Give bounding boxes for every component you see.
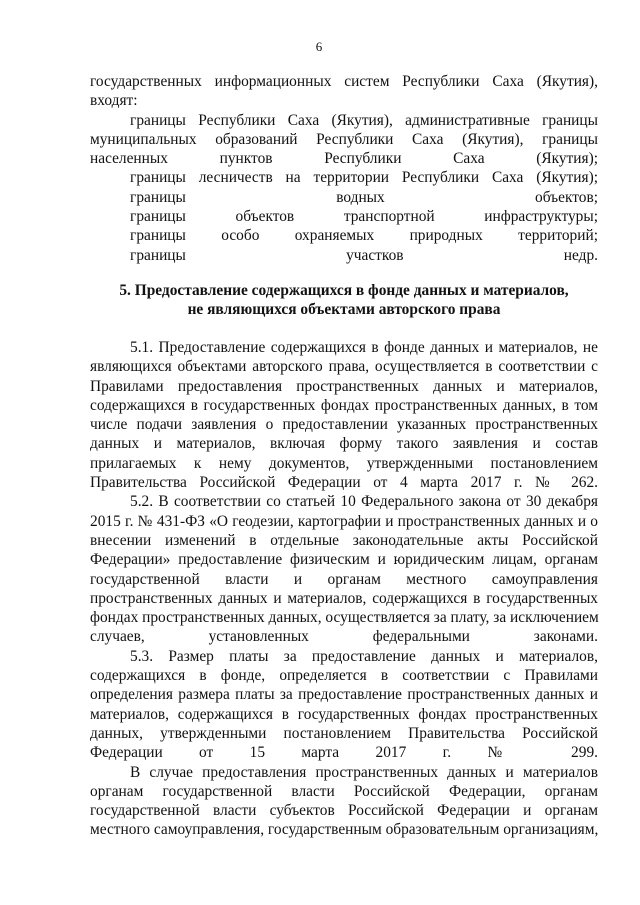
text-line: Федерации» предоставление физическим и юридическим лицам, органам: [90, 551, 598, 569]
list-item: [90, 188, 598, 207]
text-line: определения размера платы за предоставление пространственных данных и: [90, 686, 598, 704]
list-item: [90, 168, 598, 187]
text-line: Правилами предоставления пространственных данных и материалов,: [90, 377, 598, 395]
intro-paragraph: [90, 72, 598, 111]
text-line: содержащихся в фонде, определяется в соответствии с Правилами: [90, 667, 598, 685]
text-line: числе подачи заявления о предоставлении указанных пространственных: [90, 416, 598, 434]
text-line: населенных пунктов Республики Саха (Якутия);: [90, 150, 598, 168]
text-line: пространственных данных и материалов, содержащихся в государственных: [90, 589, 598, 607]
list-item: [90, 207, 598, 226]
paragraph-5-1: [90, 338, 598, 492]
list-item: [90, 246, 598, 265]
list-item: [90, 226, 598, 245]
text-line: внесении изменений в отдельные законодательные акты Российской: [90, 531, 598, 549]
list-item: [90, 111, 598, 169]
text-line: местного самоуправления, государственным образовательным организациям,: [90, 821, 599, 839]
text-line: органам государственной власти Российской Федерации, органам: [90, 782, 598, 800]
section-heading-line: 5. Предоставление содержащихся в фонде данных и материалов,: [119, 281, 569, 299]
text-line: государственной власти и органам местного самоуправления: [90, 570, 598, 588]
text-line: материалов, содержащихся в государственных фондах пространственных: [90, 705, 598, 723]
paragraph-payment-exceptions: [90, 763, 598, 840]
page-number: 6: [315, 39, 323, 54]
text-line: 5.1. Предоставление содержащихся в фонде данных и материалов, не: [130, 338, 598, 356]
text-line: Федерации от 15 марта 2017 г. № 299.: [90, 744, 598, 762]
text-line: границы участков недр.: [130, 246, 598, 264]
text-line: границы объектов транспортной инфраструктуры;: [130, 208, 598, 226]
section-heading-line: не являющихся объектами авторского права: [187, 300, 501, 318]
text-line: данных, утвержденными постановлением Правительства Российской: [90, 724, 598, 742]
text-line: 2015 г. № 431-ФЗ «О геодезии, картографии и пространственных данных и о: [90, 512, 598, 530]
paragraph-5-3: [90, 647, 598, 763]
text-line: содержащихся в государственных фондах пространственных данных, в том: [90, 396, 598, 414]
text-line: границы лесничеств на территории Республики Саха (Якутия);: [130, 169, 598, 187]
text-line: прилагаемых к нему документов, утвержденными постановлением: [90, 454, 598, 472]
text-line: Правительства Российской Федерации от 4 марта 2017 г. № 262.: [90, 474, 598, 492]
text-line: муниципальных образований Республики Саха (Якутия), границы: [90, 130, 598, 148]
text-line: 5.3. Размер платы за предоставление данных и материалов,: [130, 647, 598, 665]
text-line: В случае предоставления пространственных данных и материалов: [130, 763, 598, 781]
text-line: границы водных объектов;: [130, 188, 598, 206]
paragraph-5-2: [90, 492, 598, 646]
text-line: входят:: [90, 92, 138, 110]
section-heading: [90, 281, 598, 319]
text-line: являющихся объектами авторского права, осуществляется в соответствии с: [90, 358, 598, 376]
text-line: случаев, установленных федеральными законами.: [90, 628, 598, 646]
text-line: фондах пространственных данных, осуществляется за плату, за исключением: [90, 609, 599, 627]
text-line: государственных информационных систем Республики Саха (Якутия),: [90, 73, 598, 90]
text-line: 5.2. В соответствии со статьей 10 Федерального закона от 30 декабря: [130, 493, 598, 511]
text-line: границы Республики Саха (Якутия), административные границы: [130, 111, 598, 129]
text-line: государственной власти субъектов Российской Федерации и органам: [90, 802, 598, 820]
text-line: границы особо охраняемых природных территорий;: [130, 227, 598, 245]
text-line: данных и материалов, включая форму такого заявления и состав: [90, 435, 598, 453]
